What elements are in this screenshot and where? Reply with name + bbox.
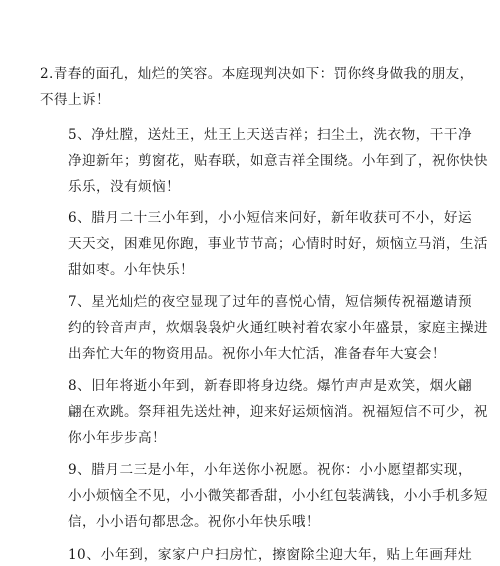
paragraph-5 [40,122,488,200]
paragraph-line: 出奔忙大年的物资用品。祝你小年大忙活，准备春年大宴会！ [68,346,446,362]
paragraph-line: 你小年步步高！ [68,430,166,446]
paragraph-line: 8、旧年将逝小年到，新春即将身边绕。爆竹声声是欢笑，烟火翩 [68,378,472,394]
paragraph-9 [40,457,488,535]
paragraph-line: 翩在欢跳。祭拜祖先送灶神，迎来好运烦恼消。祝福短信不可少，祝 [68,404,488,420]
paragraph-line: 甜如枣。小年快乐！ [68,262,194,278]
paragraph-line: 7、星光灿烂的夜空显现了过年的喜悦心情，短信频传祝福邀请预 [68,294,472,310]
paragraph-line: 9、腊月二三是小年，小年送你小祝愿。祝你：小小愿望都实现， [68,462,472,478]
paragraph-line: 5、净灶膛，送灶王，灶王上天送吉祥；扫尘土，洗衣物，干干净 [68,127,472,143]
paragraph-2 [40,61,472,113]
paragraph-8 [40,373,488,451]
paragraph-line: 天天交，困难见你跑，事业节节高；心情时时好，烦恼立马消，生活 [68,236,488,252]
paragraph-line: 小小烦恼全不见，小小微笑都香甜，小小红包装满钱，小小手机多短 [68,488,488,504]
paragraph-line: 信，小小语句都思念。祝你小年快乐哦！ [68,514,320,530]
paragraph-line: 乐乐，没有烦恼！ [68,179,180,195]
paragraph-line: 2.青春的面孔，灿烂的笑容。本庭现判决如下：罚你终身做我的朋友， [40,66,474,82]
paragraph-line: 净迎新年；剪窗花，贴春联，如意吉祥全围绕。小年到了，祝你快快 [68,153,488,169]
paragraph-7 [40,289,488,367]
paragraph-line: 约的铃音声声，炊烟袅袅炉火通红映衬着农家小年盛景，家庭主操进 [68,320,488,336]
paragraph-10 [40,542,472,566]
paragraph-6 [40,205,488,283]
paragraph-line: 6、腊月二十三小年到，小小短信来问好，新年收获可不小，好运 [68,210,472,226]
paragraph-line: 不得上诉！ [40,92,110,108]
paragraph-line: 10、小年到，家家户户扫房忙，擦窗除尘迎大年，贴上年画拜灶 [68,547,472,563]
